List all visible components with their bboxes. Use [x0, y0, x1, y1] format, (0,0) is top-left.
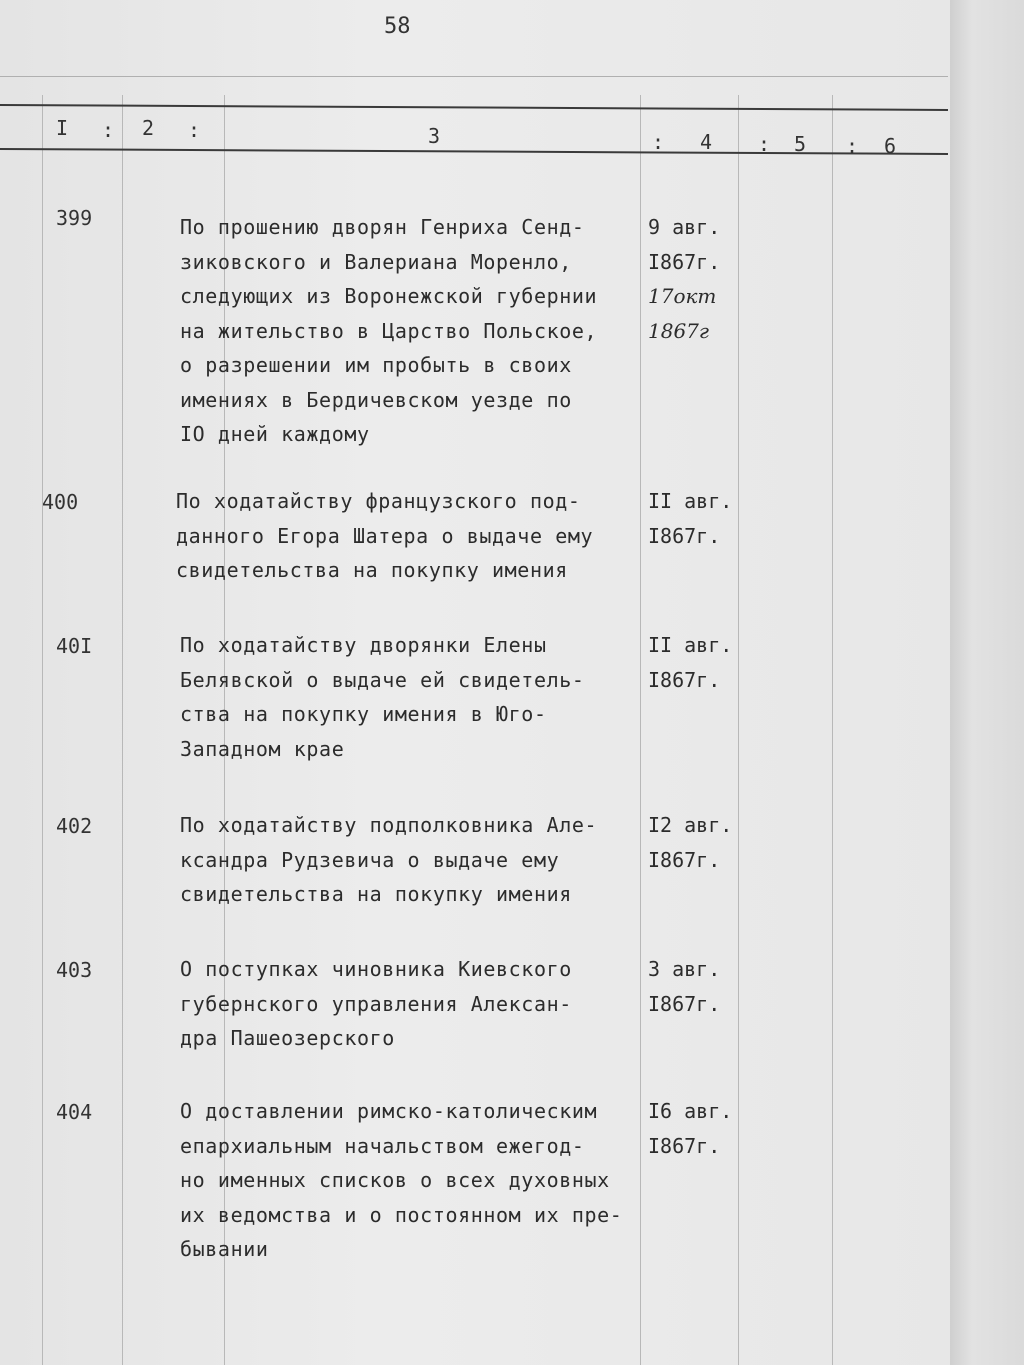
entry-number: 402 — [56, 814, 93, 838]
entry-line: По ходатайству дворянки Елены — [180, 633, 547, 657]
start-year: I867г. — [648, 523, 721, 548]
entry-line: дра Пашеозерского — [180, 1026, 395, 1050]
entry-dates — [648, 628, 732, 697]
entry-dates — [648, 210, 720, 348]
column-header-sep: : — [846, 134, 859, 158]
column-rule — [640, 95, 641, 1365]
entry-line: губернского управления Алексан- — [180, 991, 572, 1016]
entry-line: О доставлении римско-католическим — [180, 1099, 598, 1123]
entry-line: свидетельства на покупку имения — [176, 558, 568, 582]
start-date: 3 авг. — [648, 957, 721, 981]
column-header: 3 — [428, 124, 441, 148]
entry-dates — [648, 952, 720, 1021]
entry-line: бывании — [180, 1237, 269, 1261]
column-header-sep: : — [188, 118, 201, 142]
entry-dates — [648, 808, 732, 877]
start-year: I867г. — [648, 847, 721, 872]
entry-description — [176, 484, 593, 588]
start-year: I867г. — [648, 249, 721, 274]
start-date: I6 авг. — [648, 1099, 733, 1123]
start-year: I867г. — [648, 667, 721, 692]
column-header-sep: : — [758, 132, 771, 156]
column-rule — [832, 95, 833, 1365]
end-date-handwritten: 17окт — [648, 284, 717, 308]
entry-line: По прошению дворян Генриха Сенд- — [180, 215, 585, 239]
column-header-sep: : — [102, 118, 115, 142]
start-year: I867г. — [648, 991, 721, 1016]
entry-line: данного Егора Шатера о выдаче ему — [176, 523, 594, 548]
column-rule — [738, 95, 739, 1365]
page-number: 58 — [384, 14, 411, 39]
entry-line: на жительство в Царство Польское, — [180, 318, 598, 343]
entry-line: О поступках чиновника Киевского — [180, 957, 572, 981]
start-date: II авг. — [648, 489, 733, 513]
entry-line: По ходатайству французского под- — [176, 489, 581, 513]
entry-number: 403 — [56, 958, 93, 982]
entry-line: но именных списков о всех духовных — [180, 1168, 610, 1192]
entry-number: 404 — [56, 1100, 93, 1124]
column-header: 2 — [142, 116, 155, 140]
entry-number: 400 — [42, 490, 79, 514]
column-header: I — [56, 116, 69, 140]
entry-line: Белявской о выдаче ей свидетель- — [180, 667, 585, 692]
entry-number: 399 — [56, 206, 93, 230]
entry-dates — [648, 1094, 732, 1163]
entry-line: о разрешении им пробыть в своих — [180, 353, 572, 377]
entry-line: зиковского и Валериана Моренло, — [180, 249, 572, 274]
entry-dates — [648, 484, 732, 553]
entry-line: ства на покупку имения в Юго- — [180, 702, 547, 726]
header-rule-top — [0, 104, 948, 111]
entry-description — [180, 628, 585, 766]
column-rule — [42, 95, 43, 1365]
entry-description — [180, 952, 572, 1056]
column-header-sep: : — [652, 130, 665, 154]
entry-description — [180, 210, 597, 452]
header-rule-faint — [0, 76, 948, 77]
column-header: 6 — [884, 134, 897, 158]
entry-line: По ходатайству подполковника Але- — [180, 813, 598, 837]
entry-number: 40I — [56, 634, 93, 658]
entry-line: Западном крае — [180, 736, 345, 761]
start-year: I867г. — [648, 1133, 721, 1158]
entry-line: имениях в Бердичевском уезде по — [180, 387, 572, 412]
column-header: 5 — [794, 132, 807, 156]
entry-line: следующих из Воронежской губернии — [180, 284, 598, 308]
start-date: I2 авг. — [648, 813, 733, 837]
column-header: 4 — [700, 130, 713, 154]
entry-description — [180, 1094, 622, 1267]
entry-line: IO дней каждому — [180, 422, 370, 446]
entry-line: их ведомства и о постоянном их пре- — [180, 1202, 623, 1227]
next-page-edge — [950, 0, 1024, 1365]
start-date: 9 авг. — [648, 215, 721, 239]
end-year-handwritten: 1867г — [648, 318, 710, 343]
entry-description — [180, 808, 597, 912]
entry-line: епархиальным начальством ежегод- — [180, 1133, 585, 1158]
entry-line: свидетельства на покупку имения — [180, 882, 572, 906]
entry-line: ксандра Рудзевича о выдаче ему — [180, 847, 560, 872]
column-rule — [122, 95, 123, 1365]
start-date: II авг. — [648, 633, 733, 657]
